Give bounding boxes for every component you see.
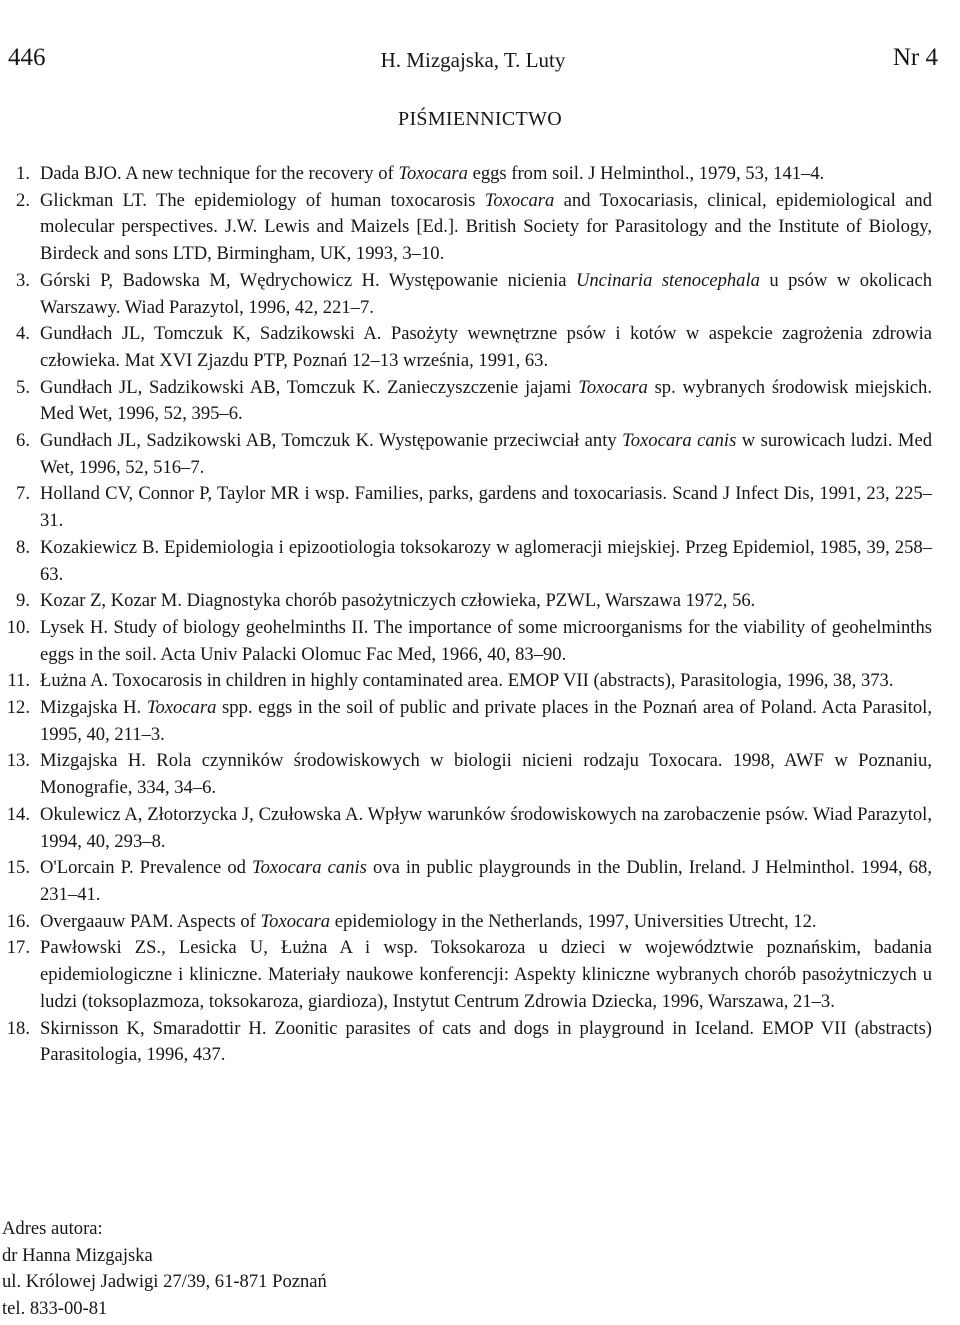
reference-text: Kozar Z, Kozar M. Diagnostyka chorób pasożytniczych człowieka, PZWL, Warszawa 1972, 56. bbox=[40, 590, 756, 612]
reference-item bbox=[0, 668, 960, 695]
reference-number: 10. bbox=[6, 616, 30, 638]
reference-number: 15. bbox=[6, 857, 30, 879]
reference-text: Holland CV, Connor P, Taylor MR i wsp. Families, parks, gardens and toxocariasis. Scand J Infect Dis, 1991, 23, 225–31. bbox=[40, 483, 932, 532]
author-name: dr Hanna Mizgajska bbox=[2, 1244, 153, 1266]
author-street: ul. Królowej Jadwigi 27/39, 61-871 Poznań bbox=[2, 1271, 327, 1293]
reference-list bbox=[0, 161, 960, 1069]
author-address bbox=[2, 1216, 327, 1323]
running-head-authors: H. Mizgajska, T. Luty bbox=[380, 48, 566, 72]
reference-text: Pawłowski ZS., Lesicka U, Łużna A i wsp. Toksokaroza u dzieci w województwie poznańskim, badania epidemiologiczne i kliniczne. Materiały naukowe konferencji: Aspekty kliniczne wybranych chorób pasożytniczych u ludzi (toksoplazmoza, toksokaroza, giardioza), Instytut Centrum Zdrowia Dziecka, 1996, Warszawa, 21–3. bbox=[40, 937, 932, 1012]
reference-text: Okulewicz A, Złotorzycka J, Czułowska A. Wpływ warunków środowiskowych na zarobaczenie psów. Wiad Parazytol, 1994, 40, 293–8. bbox=[40, 803, 932, 852]
reference-item bbox=[0, 748, 960, 801]
reference-number: 13. bbox=[6, 750, 30, 772]
reference-item bbox=[0, 268, 960, 321]
reference-text: Gundłach JL, Sadzikowski AB, Tomczuk K. Zanieczyszczenie jajami Toxocara sp. wybranych środowisk miejskich. Med Wet, 1996, 52, 395–6. bbox=[40, 376, 932, 425]
reference-item bbox=[0, 588, 960, 615]
reference-item bbox=[0, 695, 960, 748]
reference-number: 1. bbox=[16, 163, 30, 184]
author-phone: tel. 833-00-81 bbox=[2, 1298, 108, 1320]
reference-text: Gundłach JL, Sadzikowski AB, Tomczuk K. Występowanie przeciwciał anty Toxocara canis w surowicach ludzi. Med Wet, 1996, 52, 516–7. bbox=[40, 430, 932, 478]
reference-item bbox=[0, 855, 960, 908]
page-number: 446 bbox=[8, 44, 46, 71]
reference-text: Kozakiewicz B. Epidemiologia i epizootiologia toksokarozy w aglomeracji miejskiej. Przeg Epidemiol, 1985, 39, 258–63. bbox=[40, 536, 932, 585]
reference-item bbox=[0, 802, 960, 855]
reference-text: Dada BJO. A new technique for the recovery of Toxocara eggs from soil. J Helminthol., 1979, 53, 141–4. bbox=[40, 163, 825, 184]
reference-text: Łużna A. Toxocarosis in children in highly contaminated area. EMOP VII (abstracts), Parasitologia, 1996, 38, 373. bbox=[40, 670, 894, 692]
reference-number: 4. bbox=[16, 323, 30, 345]
reference-item bbox=[0, 615, 960, 668]
reference-item bbox=[0, 375, 960, 428]
reference-number: 2. bbox=[16, 189, 30, 211]
reference-number: 17. bbox=[6, 937, 30, 959]
reference-number: 12. bbox=[6, 697, 30, 719]
reference-number: 11. bbox=[7, 670, 30, 692]
reference-number: 16. bbox=[6, 910, 30, 932]
reference-number: 14. bbox=[6, 803, 30, 825]
reference-item bbox=[0, 1016, 960, 1069]
issue-number: Nr 4 bbox=[892, 44, 938, 71]
section-title: PIŚMIENNICTWO bbox=[398, 108, 562, 130]
reference-number: 9. bbox=[16, 590, 30, 612]
reference-text: Górski P, Badowska M, Wędrychowicz H. Występowanie nicienia Uncinaria stenocephala u psów w okolicach Warszawy. Wiad Parazytol, 1996, 42, 221–7. bbox=[40, 269, 932, 318]
reference-text: Glickman LT. The epidemiology of human toxocarosis Toxocara and Toxocariasis, clinical, epidemiological and molecular perspectives. J.W. Lewis and Maizels [Ed.]. British Society for Parasitology and the Institute of Biology, Birdeck and sons LTD, Birmingham, UK, 1993, 3–10. bbox=[40, 189, 932, 265]
reference-text: O'Lorcain P. Prevalence od Toxocara canis ova in public playgrounds in the Dublin, Ireland. J Helminthol. 1994, 68, 231–41. bbox=[40, 857, 932, 905]
reference-number: 18. bbox=[6, 1017, 30, 1039]
reference-item bbox=[0, 188, 960, 268]
page-header bbox=[8, 44, 938, 78]
reference-item bbox=[0, 935, 960, 1015]
reference-number: 6. bbox=[16, 430, 30, 452]
reference-number: 5. bbox=[16, 376, 30, 398]
address-label: Adres autora: bbox=[2, 1218, 103, 1239]
reference-item bbox=[0, 428, 960, 481]
reference-item bbox=[0, 909, 960, 936]
reference-number: 3. bbox=[16, 269, 30, 291]
reference-text: Overgaauw PAM. Aspects of Toxocara epidemiology in the Netherlands, 1997, Universities Utrecht, 12. bbox=[40, 910, 817, 932]
reference-number: 7. bbox=[16, 483, 30, 505]
reference-text: Mizgajska H. Rola czynników środowiskowych w biologii nicieni rodzaju Toxocara. 1998, AWF w Poznaniu, Monografie, 334, 34–6. bbox=[40, 750, 932, 799]
reference-text: Mizgajska H. Toxocara spp. eggs in the soil of public and private places in the Poznań area of Poland. Acta Parasitol, 1995, 40, 211–3. bbox=[40, 697, 932, 745]
reference-text: Lysek H. Study of biology geohelminths II. The importance of some microorganisms for the viability of geohelminths eggs in the soil. Acta Univ Palacki Olomuc Fac Med, 1966, 40, 83–90. bbox=[40, 616, 932, 665]
reference-item bbox=[0, 161, 960, 188]
reference-text: Skirnisson K, Smaradottir H. Zoonitic parasites of cats and dogs in playground in Iceland. EMOP VII (abstracts) Parasitologia, 1996, 437. bbox=[40, 1017, 932, 1066]
reference-number: 8. bbox=[16, 536, 30, 558]
reference-text: Gundłach JL, Tomczuk K, Sadzikowski A. Pasożyty wewnętrzne psów i kotów w aspekcie zagrożenia zdrowia człowieka. Mat XVI Zjazdu PTP, Poznań 12–13 września, 1991, 63. bbox=[40, 323, 932, 371]
reference-item bbox=[0, 535, 960, 588]
reference-item bbox=[0, 321, 960, 374]
reference-item bbox=[0, 481, 960, 534]
